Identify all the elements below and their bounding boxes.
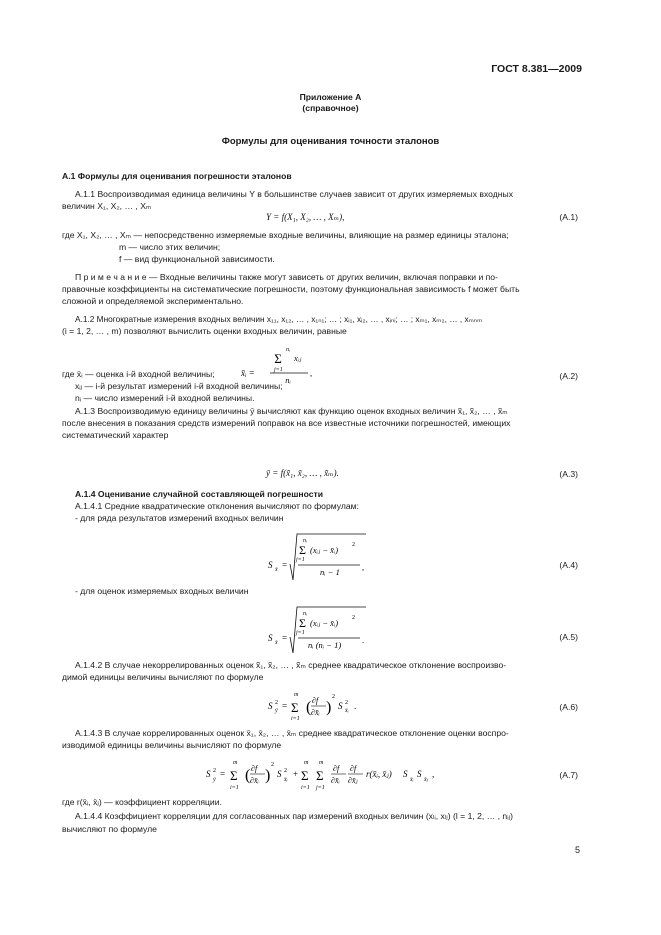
svg-text:∂x̄ⱼ: ∂x̄ⱼ	[348, 776, 358, 785]
formula-a6	[266, 688, 366, 724]
svg-text:i=1: i=1	[291, 716, 300, 722]
svg-text:.: .	[362, 635, 365, 645]
svg-text:Σ: Σ	[291, 700, 299, 715]
svg-text:2: 2	[352, 542, 355, 548]
svg-text:Σ: Σ	[230, 768, 238, 783]
svg-text:S: S	[277, 769, 282, 779]
svg-text:x̄ᵢ: x̄ᵢ	[410, 777, 414, 783]
svg-text:i=1: i=1	[301, 785, 310, 791]
svg-text:S: S	[268, 701, 273, 711]
svg-text:S: S	[268, 633, 273, 643]
svg-text:(: (	[306, 699, 312, 716]
svg-text:∂x̄ᵢ: ∂x̄ᵢ	[250, 776, 259, 785]
svg-text:2: 2	[345, 700, 348, 706]
paragraph-a142-line2: димой единицы величины вычисляют по формуле	[62, 672, 264, 682]
svg-text:(xᵢⱼ − x̄ᵢ): (xᵢⱼ − x̄ᵢ)	[310, 545, 339, 555]
formula-a2-lhs	[240, 366, 262, 380]
formula-a3-number: (А.3)	[559, 469, 578, 479]
formula-a4-number: (А.4)	[559, 560, 578, 570]
paragraph-a144-line2: вычисляют по формуле	[62, 824, 157, 834]
paragraph-a142-line1: А.1.4.2 В случае некоррелированных оценок x̃₁, x̃₂, … , x̃ₘ среднее квадратическое отклонение воспроизво-	[75, 660, 507, 670]
svg-text:=: =	[282, 633, 288, 643]
paragraph-a13-line3: систематический характер	[62, 430, 169, 440]
svg-text:,: ,	[432, 769, 435, 779]
svg-text:.: .	[354, 701, 357, 711]
svg-text:j=1: j=1	[296, 557, 305, 563]
svg-text:m: m	[304, 760, 309, 766]
svg-text:nᵢ: nᵢ	[303, 538, 307, 544]
formula-a7	[204, 756, 444, 794]
svg-text:x̄: x̄	[275, 640, 278, 646]
svg-text:Σ: Σ	[299, 616, 306, 630]
svg-text:S: S	[417, 769, 422, 779]
document-code: ГОСТ 8.381—2009	[491, 63, 582, 75]
appendix-heading: Формулы для оценивания точности эталонов	[221, 136, 440, 147]
svg-text:2: 2	[271, 762, 274, 768]
svg-text:xᵢⱼ: xᵢⱼ	[294, 353, 302, 363]
where-a1-line2: m — число этих величин;	[119, 242, 221, 252]
svg-text:Σ: Σ	[274, 351, 282, 366]
svg-text:S: S	[206, 769, 211, 779]
formula-a6-number: (А.6)	[559, 702, 578, 712]
svg-text:ȳ: ȳ	[213, 777, 216, 783]
svg-text:S: S	[403, 769, 408, 779]
section-a1-heading: А.1 Формулы для оценивания погрешности эталонов	[62, 171, 292, 181]
svg-text:x̄: x̄	[275, 567, 278, 573]
svg-text:Σ: Σ	[301, 768, 309, 783]
svg-text:m: m	[294, 692, 299, 698]
paragraph-a141: А.1.4.1 Средние квадратические отклонения вычисляют по формулам:	[75, 501, 359, 511]
svg-text:j=1: j=1	[316, 785, 325, 791]
appendix-subtitle: (справочное)	[302, 103, 359, 113]
svg-text:nᵢ − 1: nᵢ − 1	[320, 567, 340, 577]
where-a7: где r(x̄ᵢ, x̄ⱼ) — коэффициент корреляции.	[62, 797, 222, 807]
svg-text:x̄ⱼ: x̄ⱼ	[424, 777, 429, 783]
paragraph-a11-line2: величин X₁, X₂, … , Xₘ	[62, 201, 152, 211]
svg-text:(xᵢⱼ − x̄ᵢ): (xᵢⱼ − x̄ᵢ)	[310, 618, 339, 628]
paragraph-a11-line1: А.1.1 Воспроизводимая единица величины Y в большинстве случаев зависит от других измеряемых входных	[75, 189, 513, 199]
svg-text:∂x̄ᵢ: ∂x̄ᵢ	[331, 776, 340, 785]
page-number: 5	[574, 845, 580, 855]
svg-text:x̄ᵢ =: x̄ᵢ =	[241, 368, 255, 378]
formula-a2-number: (А.2)	[559, 371, 578, 381]
svg-text:=: =	[220, 769, 226, 779]
svg-text:∂f: ∂f	[312, 696, 319, 705]
svg-text:Σ: Σ	[316, 768, 324, 783]
svg-text:r(x̄ᵢ, x̄ⱼ): r(x̄ᵢ, x̄ⱼ)	[366, 769, 392, 779]
paragraph-a12-line2: (i = 1, 2, … , m) позволяют вычислить оценки входных величин, равные	[62, 326, 347, 336]
svg-text:m: m	[233, 760, 238, 766]
svg-text:2: 2	[284, 768, 287, 774]
note-line1: П р и м е ч а н и е — Входные величины также могут зависеть от других величин, включая поправки и по-	[75, 272, 498, 282]
paragraph-a141-bullet1: - для ряда результатов измерений входных величин	[75, 513, 284, 523]
svg-text:nᵢ: nᵢ	[303, 611, 307, 617]
svg-text:j=1: j=1	[296, 630, 305, 636]
svg-text:∂f: ∂f	[251, 764, 258, 773]
svg-text:m: m	[319, 760, 324, 766]
svg-text:=: =	[282, 560, 288, 570]
svg-text:,: ,	[362, 562, 365, 572]
svg-text:2: 2	[352, 615, 355, 621]
paragraph-a144-line1: А.1.4.4 Коэффициент корреляции для согласованных пар измерений входных величин (xₗᵢ, xₗⱼ) (l = 1, 2, … , nᵢⱼ)	[75, 811, 513, 821]
svg-text:+: +	[293, 769, 299, 779]
svg-text:i=1: i=1	[230, 785, 239, 791]
svg-text:=: =	[282, 701, 288, 711]
where-a1-line3: f — вид функциональной зависимости.	[119, 254, 275, 264]
formula-a5	[262, 601, 372, 655]
where-a2-line2: xᵢⱼ — i-й результат измерений i-й входной величины;	[75, 381, 283, 391]
paragraph-a143-line2: изводимой единицы величины вычисляют по формуле	[62, 740, 282, 750]
svg-text:∂f: ∂f	[350, 764, 357, 773]
paragraph-a12-line1: А.1.2 Многократные измерения входных величин x₁₁, x₁₂, … , x₁ₙ₁; … ; xᵢ₁, xᵢ₂, … , xᵢₙᵢ; … ; xₘ₁, xₘ₂, … , xₘₙₘ	[75, 314, 483, 324]
formula-a7-number: (А.7)	[559, 770, 578, 780]
svg-text:x̄ᵢ: x̄ᵢ	[345, 708, 349, 714]
svg-text:): )	[265, 767, 271, 784]
formula-a1: Y = f(X₁, X₂, … , Xₘ),	[266, 212, 345, 222]
where-a2-line1: где x̄ᵢ — оценка i-й входной величины;	[62, 369, 215, 379]
where-a2-line3: nᵢ — число измерений i-й входной величины.	[75, 393, 255, 403]
paragraph-a143-line1: А.1.4.3 В случае коррелированных оценок x̄₁, x̄₂, … , x̄ₘ среднее квадратическое отклонение оценки воспро-	[75, 728, 509, 738]
formula-a5-number: (А.5)	[559, 632, 578, 642]
section-a14-heading: А.1.4 Оценивание случайной составляющей погрешности	[75, 489, 323, 499]
svg-text:,: ,	[310, 368, 313, 378]
note-line3: сложной и определяемой экспериментально.	[62, 296, 244, 306]
formula-a1-number: (А.1)	[559, 212, 578, 222]
where-a1-line1: где X₁, X₂, … , Xₘ — непосредственно измеряемые входные величины, влияющие на размер единицы эталона;	[62, 230, 509, 240]
svg-text:(: (	[245, 767, 251, 784]
svg-text:Σ: Σ	[299, 543, 306, 557]
paragraph-a141-bullet2: - для оценок измеряемых входных величин	[75, 586, 249, 596]
svg-text:S: S	[338, 701, 343, 711]
svg-text:nᵢ: nᵢ	[286, 347, 290, 353]
note-line2: правочные коэффициенты на систематические погрешности, поэтому функциональная зависимость f может быть	[62, 284, 520, 294]
svg-text:nᵢ (nᵢ − 1): nᵢ (nᵢ − 1)	[308, 640, 342, 650]
appendix-title: Приложение А	[299, 92, 362, 102]
svg-text:∂x̄ᵢ: ∂x̄ᵢ	[311, 708, 320, 717]
svg-text:nᵢ: nᵢ	[285, 375, 291, 385]
svg-text:∂f: ∂f	[333, 764, 340, 773]
formula-a4	[262, 528, 372, 582]
svg-text:j=1: j=1	[274, 367, 283, 373]
svg-text:x̄ᵢ: x̄ᵢ	[284, 777, 288, 783]
svg-text:S: S	[268, 560, 273, 570]
formula-a3: ȳ = f(x̃₁, x̃₂, … , x̃ₘ).	[266, 468, 339, 478]
svg-text:ȳ: ȳ	[275, 708, 278, 714]
svg-text:): )	[326, 699, 332, 716]
svg-text:2: 2	[275, 700, 278, 706]
svg-text:2: 2	[213, 768, 216, 774]
svg-text:2: 2	[332, 694, 335, 700]
paragraph-a13-line1: А.1.3 Воспроизводимую единицу величины ȳ вычисляют как функцию оценок входных величин x̃₁, x̃₂, … , x̃ₘ	[75, 406, 508, 416]
paragraph-a13-line2: после внесения в показания средств измерений поправок на все известные источники погрешностей, имеющих	[62, 418, 511, 428]
